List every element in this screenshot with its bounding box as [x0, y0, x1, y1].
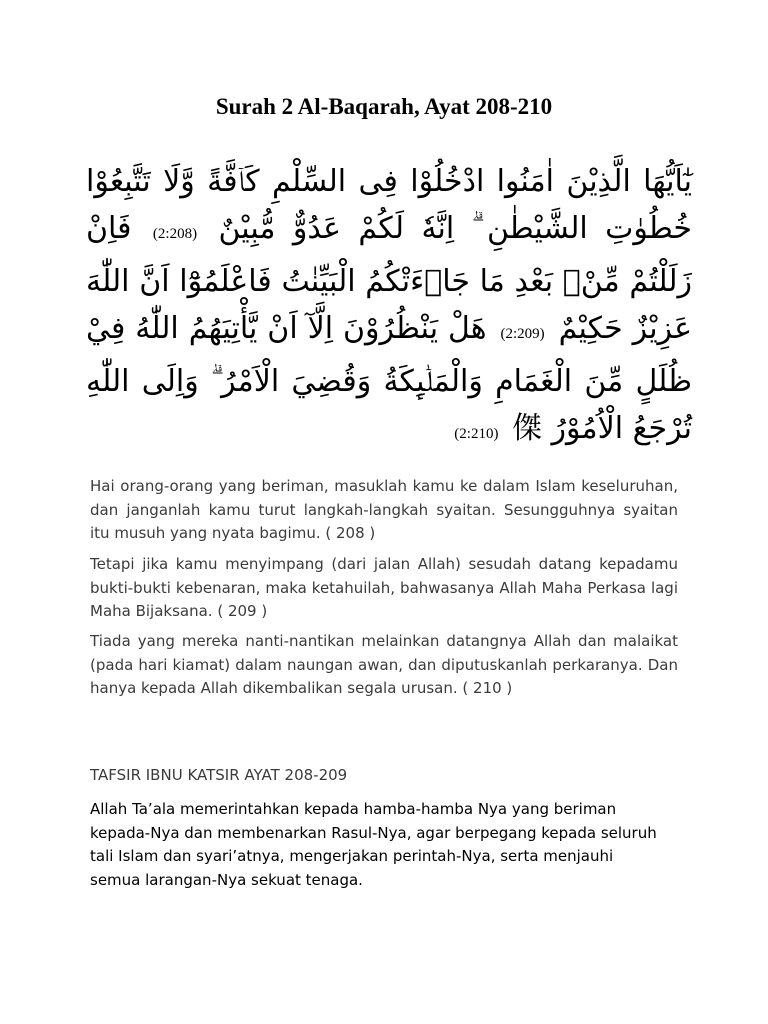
arabic-ayah-208: يٰٓاَيُّهَا الَّذِيْنَ اٰمَنُوا ادْخُلُوْا فِى السِّلْمِ كَاۤفَّةً وَّلَا تَتَّبِعُوْا خُطُوٰتِ الشَّيْطٰنِ ۗ اِنَّهٗ لَكُمْ عَدُوٌّ مُّبِيْنٌ — [86, 164, 692, 246]
arabic-ayah-210: هَلْ يَنْظُرُوْنَ اِلَّآ اَنْ يَّأْتِيَهُمُ اللّٰهُ فِيْ ظُلَلٍ مِّنَ الْغَمَامِ وَالْمَلٰۤىِٕكَةُ وَقُضِيَ الْاَمْرُ ۗ وَاِلَى اللّٰهِ تُرْجَعُ الْاُمُوْرُ — [86, 311, 692, 446]
page-title: Surah 2 Al-Baqarah, Ayat 208-210 — [215, 94, 553, 119]
arabic-symbol: 傑 — [512, 411, 542, 446]
tafsir-heading: TAFSIR IBNU KATSIR AYAT 208-209 — [90, 766, 348, 784]
tafsir-text: Allah Ta’ala memerintahkan kepada hamba-hamba Nya yang beriman kepada-Nya dan membenarkan Rasul-Nya, agar berpegang kepada seluruh tali Islam dan syari’atnya, mengerjakan perintah-Nya, serta menjauhi semua larangan-Nya sekuat tenaga. — [90, 800, 657, 889]
translation-ayah-209: Tetapi jika kamu menyimpang (dari jalan Allah) sesudah datang kepadamu bukti-bukti kebenaran, maka ketahuilah, bahwasanya Allah Maha Perkasa lagi Maha Bijaksana. ( 209 ) — [90, 555, 678, 620]
translation-ayah-210: Tiada yang mereka nanti-nantikan melainkan datangnya Allah dan malaikat (pada hari kiamat) dalam naungan awan, dan diputuskanlah perkaranya. Dan hanya kepada Allah dikembalikan segala urusan. ( 210 ) — [90, 632, 678, 697]
verse-number-210: (2:210) — [454, 426, 499, 442]
verse-number-209: (2:209) — [500, 326, 545, 342]
verse-number-208: (2:208) — [152, 226, 198, 242]
arabic-ayah-209: فَاِنْ زَلَلْتُمْ مِّنْۢ بَعْدِ مَا جَاۤءَتْكُمُ الْبَيِّنٰتُ فَاعْلَمُوْٓا اَنَّ اللّٰهَ عَزِيْزٌ حَكِيْمٌ — [86, 211, 692, 346]
translation-ayah-208: Hai orang-orang yang beriman, masuklah kamu ke dalam Islam keseluruhan, dan janganlah kamu turut langkah-langkah syaitan. Sesungguhnya syaitan itu musuh yang nyata bagimu. ( 208 ) — [90, 477, 678, 542]
arabic-verses — [86, 158, 692, 458]
